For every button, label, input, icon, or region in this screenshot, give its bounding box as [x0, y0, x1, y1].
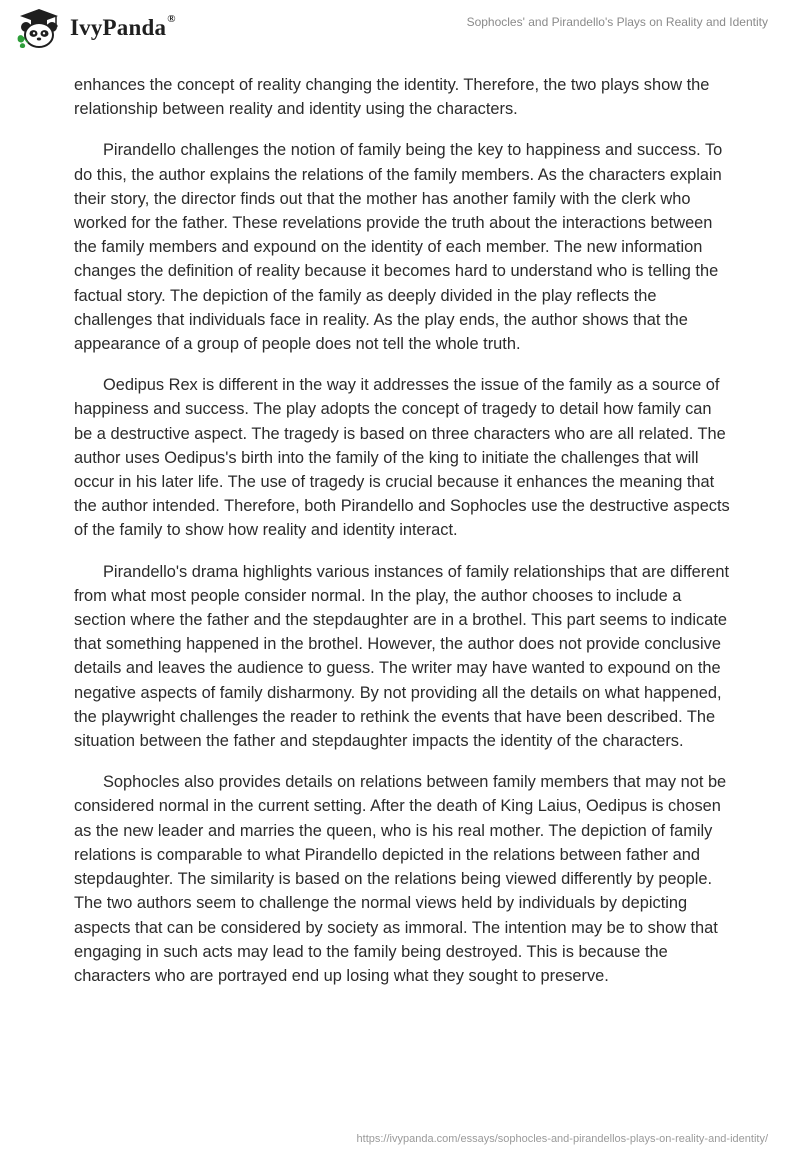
registered-mark: ®: [167, 13, 176, 25]
brand-name: IvyPanda®: [70, 13, 176, 40]
document-title: Sophocles' and Pirandello's Plays on Reality and Identity: [466, 15, 768, 29]
paragraph-continuation: enhances the concept of reality changing the identity. Therefore, the two plays show the relationship between reality and identity using the characters.: [74, 76, 710, 119]
paragraph: Oedipus Rex is different in the way it addresses the issue of the family as a source of happiness and success. The play adopts the concept of tragedy to detail how family can be a destructive aspect. The tragedy is based on three characters who are all related. The author uses Oedipus's birth into the family of the king to initiate the challenges that will occur in his later life. The use of tragedy is crucial because it enhances the meaning that the author intended. Therefore, both Pirandello and Sophocles use the destructive aspects of the family to show how reality and identity interact.: [74, 376, 730, 540]
panda-graduation-cap-icon: [14, 7, 64, 49]
ivypanda-logo[interactable]: [14, 7, 176, 49]
paragraph: Pirandello's drama highlights various instances of family relationships that are different from what most people consider normal. In the play, the author chooses to include a section where the father and the stepdaughter are in a brothel. This part seems to indicate that something happened in the brothel. However, the author does not provide conclusive details and leaves the audience to guess. The writer may have wanted to expound on the negative aspects of family disharmony. By not providing all the details on what happened, the playwright challenges the reader to rethink the events that have been described. The situation between the father and stepdaughter impacts the identity of the characters.: [74, 562, 729, 751]
paragraph: Sophocles also provides details on relations between family members that may not be considered normal in the current setting. After the death of King Laius, Oedipus is chosen as the new leader and marries the queen, who is his real mother. The depiction of family relations is comparable to what Pirandello depicted in the relations between father and stepdaughter. The similarity is based on the relations being viewed differently by people. The two authors seem to challenge the normal views held by individuals by depicting aspects that can be considered by society as immoral. The intention may be to show that engaging in such acts may lead to the family being destroyed. This is because the characters who are portrayed end up losing what they sought to preserve.: [74, 773, 727, 985]
essay-body: [74, 73, 734, 1005]
paragraph: Pirandello challenges the notion of family being the key to happiness and success. To do this, the author explains the relations of the family members. As the characters explain their story, the director finds out that the mother has another family with the clerk who worked for the father. These revelations provide the truth about the interactions between the family members and expound on the identity of each member. The new information changes the definition of reality because it becomes hard to understand who is telling the factual story. The depiction of the family as deeply divided in the play reflects the challenges that individuals face in reality. As the play ends, the author shows that the appearance of a group of people does not tell the whole truth.: [74, 141, 723, 354]
source-url[interactable]: https://ivypanda.com/essays/sophocles-and-pirandellos-plays-on-reality-and-identity/: [356, 1133, 768, 1145]
page-header: [0, 0, 800, 64]
